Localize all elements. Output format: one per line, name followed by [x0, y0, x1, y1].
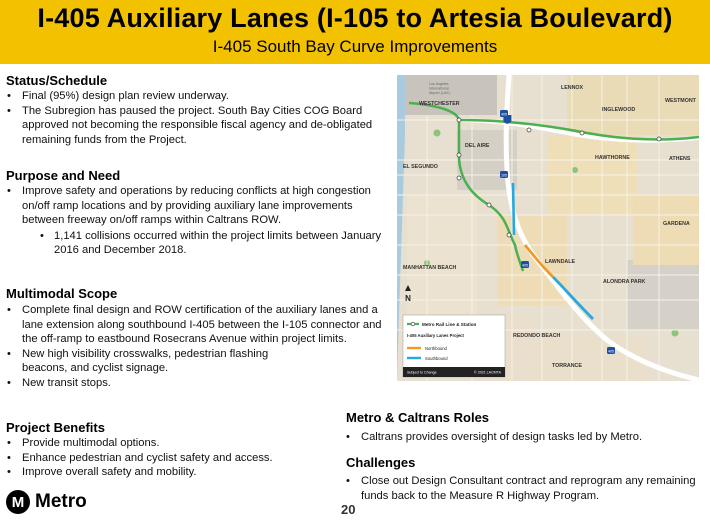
legend-southbound: Southbound [425, 356, 448, 361]
purpose-list [4, 184, 386, 258]
metro-logo [6, 488, 87, 516]
airport-area [405, 75, 497, 115]
legend-footer-left: Subject to Change [407, 370, 437, 375]
industrial-area [627, 260, 699, 330]
purpose-heading: Purpose and Need [6, 168, 121, 183]
place-inglewood: INGLEWOOD [602, 107, 636, 113]
place-athens: ATHENS [669, 156, 691, 162]
challenges-list [343, 474, 705, 503]
inglewood-area [567, 75, 699, 135]
list-item: • Improve safety and operations by reducing conflicts at high congestion on/off ramp locations and by providing auxiliary lane improvements between freeway on/off ramps within Caltrans ROW. [4, 184, 386, 228]
benefits-list [4, 436, 334, 480]
list-item: • 1,141 collisions occurred within the project limits between January 2016 and December 2018. [4, 229, 386, 258]
list-item: • New transit stops. [4, 376, 396, 391]
project-map [397, 75, 699, 381]
list-item: • New high visibility crosswalks, pedestrian flashing beacons, and cyclist signage. [4, 347, 396, 376]
metro-logo-icon: M [6, 490, 30, 514]
park [672, 330, 679, 337]
roles-list [343, 430, 705, 445]
torrance-area [537, 335, 647, 381]
list-item: • Enhance pedestrian and cyclist safety and access. [4, 451, 334, 466]
list-item: • Caltrans provides oversight of design tasks led by Metro. [343, 430, 705, 445]
shield-label: 405 [522, 263, 528, 268]
park [434, 130, 441, 137]
place-del-aire: DEL AIRE [465, 143, 490, 149]
place-redondo-beach: REDONDO BEACH [513, 333, 561, 339]
multimodal-heading: Multimodal Scope [6, 286, 118, 301]
place-hawthorne: HAWTHORNE [595, 155, 630, 161]
slide-subtitle: I-405 South Bay Curve Improvements [212, 37, 498, 56]
airport-label: Los Angeles [429, 82, 449, 86]
park [572, 167, 578, 173]
list-item: • Close out Design Consultant contract and reprogram any remaining funds back to the Measure R Highway Program. [343, 474, 705, 503]
place-el-segundo: EL SEGUNDO [403, 164, 438, 170]
list-item: • The Subregion has paused the project. South Bay Cities COG Board approved not becoming the responsible fiscal agency and de-obligated remaining funds from the Project. [4, 104, 392, 148]
shield-label: 105 [501, 173, 507, 178]
title-banner [0, 0, 710, 64]
map-legend [403, 315, 505, 377]
place-westchester: WESTCHESTER [419, 101, 460, 107]
gardena-area [633, 195, 699, 265]
place-torrance: TORRANCE [552, 363, 582, 369]
place-gardena: GARDENA [663, 221, 690, 227]
place-manhattan-beach: MANHATTAN BEACH [403, 265, 457, 271]
slide-title: I-405 Auxiliary Lanes (I-105 to Artesia Boulevard) [37, 3, 673, 33]
metro-logo-text: Metro [35, 491, 87, 512]
list-item: • Final (95%) design plan review underway. [4, 89, 392, 104]
legend-northbound: Northbound [425, 346, 447, 351]
place-alondra-park: ALONDRA PARK [603, 279, 646, 285]
list-item: • Complete final design and ROW certification of the auxiliary lanes and a lane extension along southbound I-405 between the I-105 connector and the off-ramp to eastbound Rosecrans Avenue within project limits. [4, 303, 396, 347]
airport-label: International [429, 86, 449, 91]
shield-label: 405 [608, 349, 614, 354]
list-item: • Provide multimodal options. [4, 436, 334, 451]
southbound-lane [513, 183, 514, 235]
legend-metro-rail: Metro Rail Line & Station [422, 322, 477, 327]
status-heading: Status/Schedule [6, 73, 108, 88]
place-westmont: WESTMONT [665, 98, 696, 104]
challenges-heading: Challenges [346, 455, 416, 470]
multimodal-list [4, 303, 396, 390]
benefits-heading: Project Benefits [6, 420, 105, 435]
list-item: • Improve overall safety and mobility. [4, 465, 334, 480]
compass-label: N [405, 294, 411, 303]
manhattan-area [407, 195, 477, 315]
shield-label: 405 [501, 112, 507, 117]
roles-heading: Metro & Caltrans Roles [346, 410, 490, 425]
legend-project-title: I-405 Auxiliary Lanes Project [407, 333, 464, 338]
legend-footer-right: © 2021 LACMTA [474, 370, 501, 375]
airport-label: Airport (LAX) [429, 91, 450, 95]
status-list [4, 89, 392, 147]
page-number: 20 [341, 502, 356, 517]
place-lawndale: LAWNDALE [545, 259, 576, 265]
place-lennox: LENNOX [561, 85, 584, 91]
